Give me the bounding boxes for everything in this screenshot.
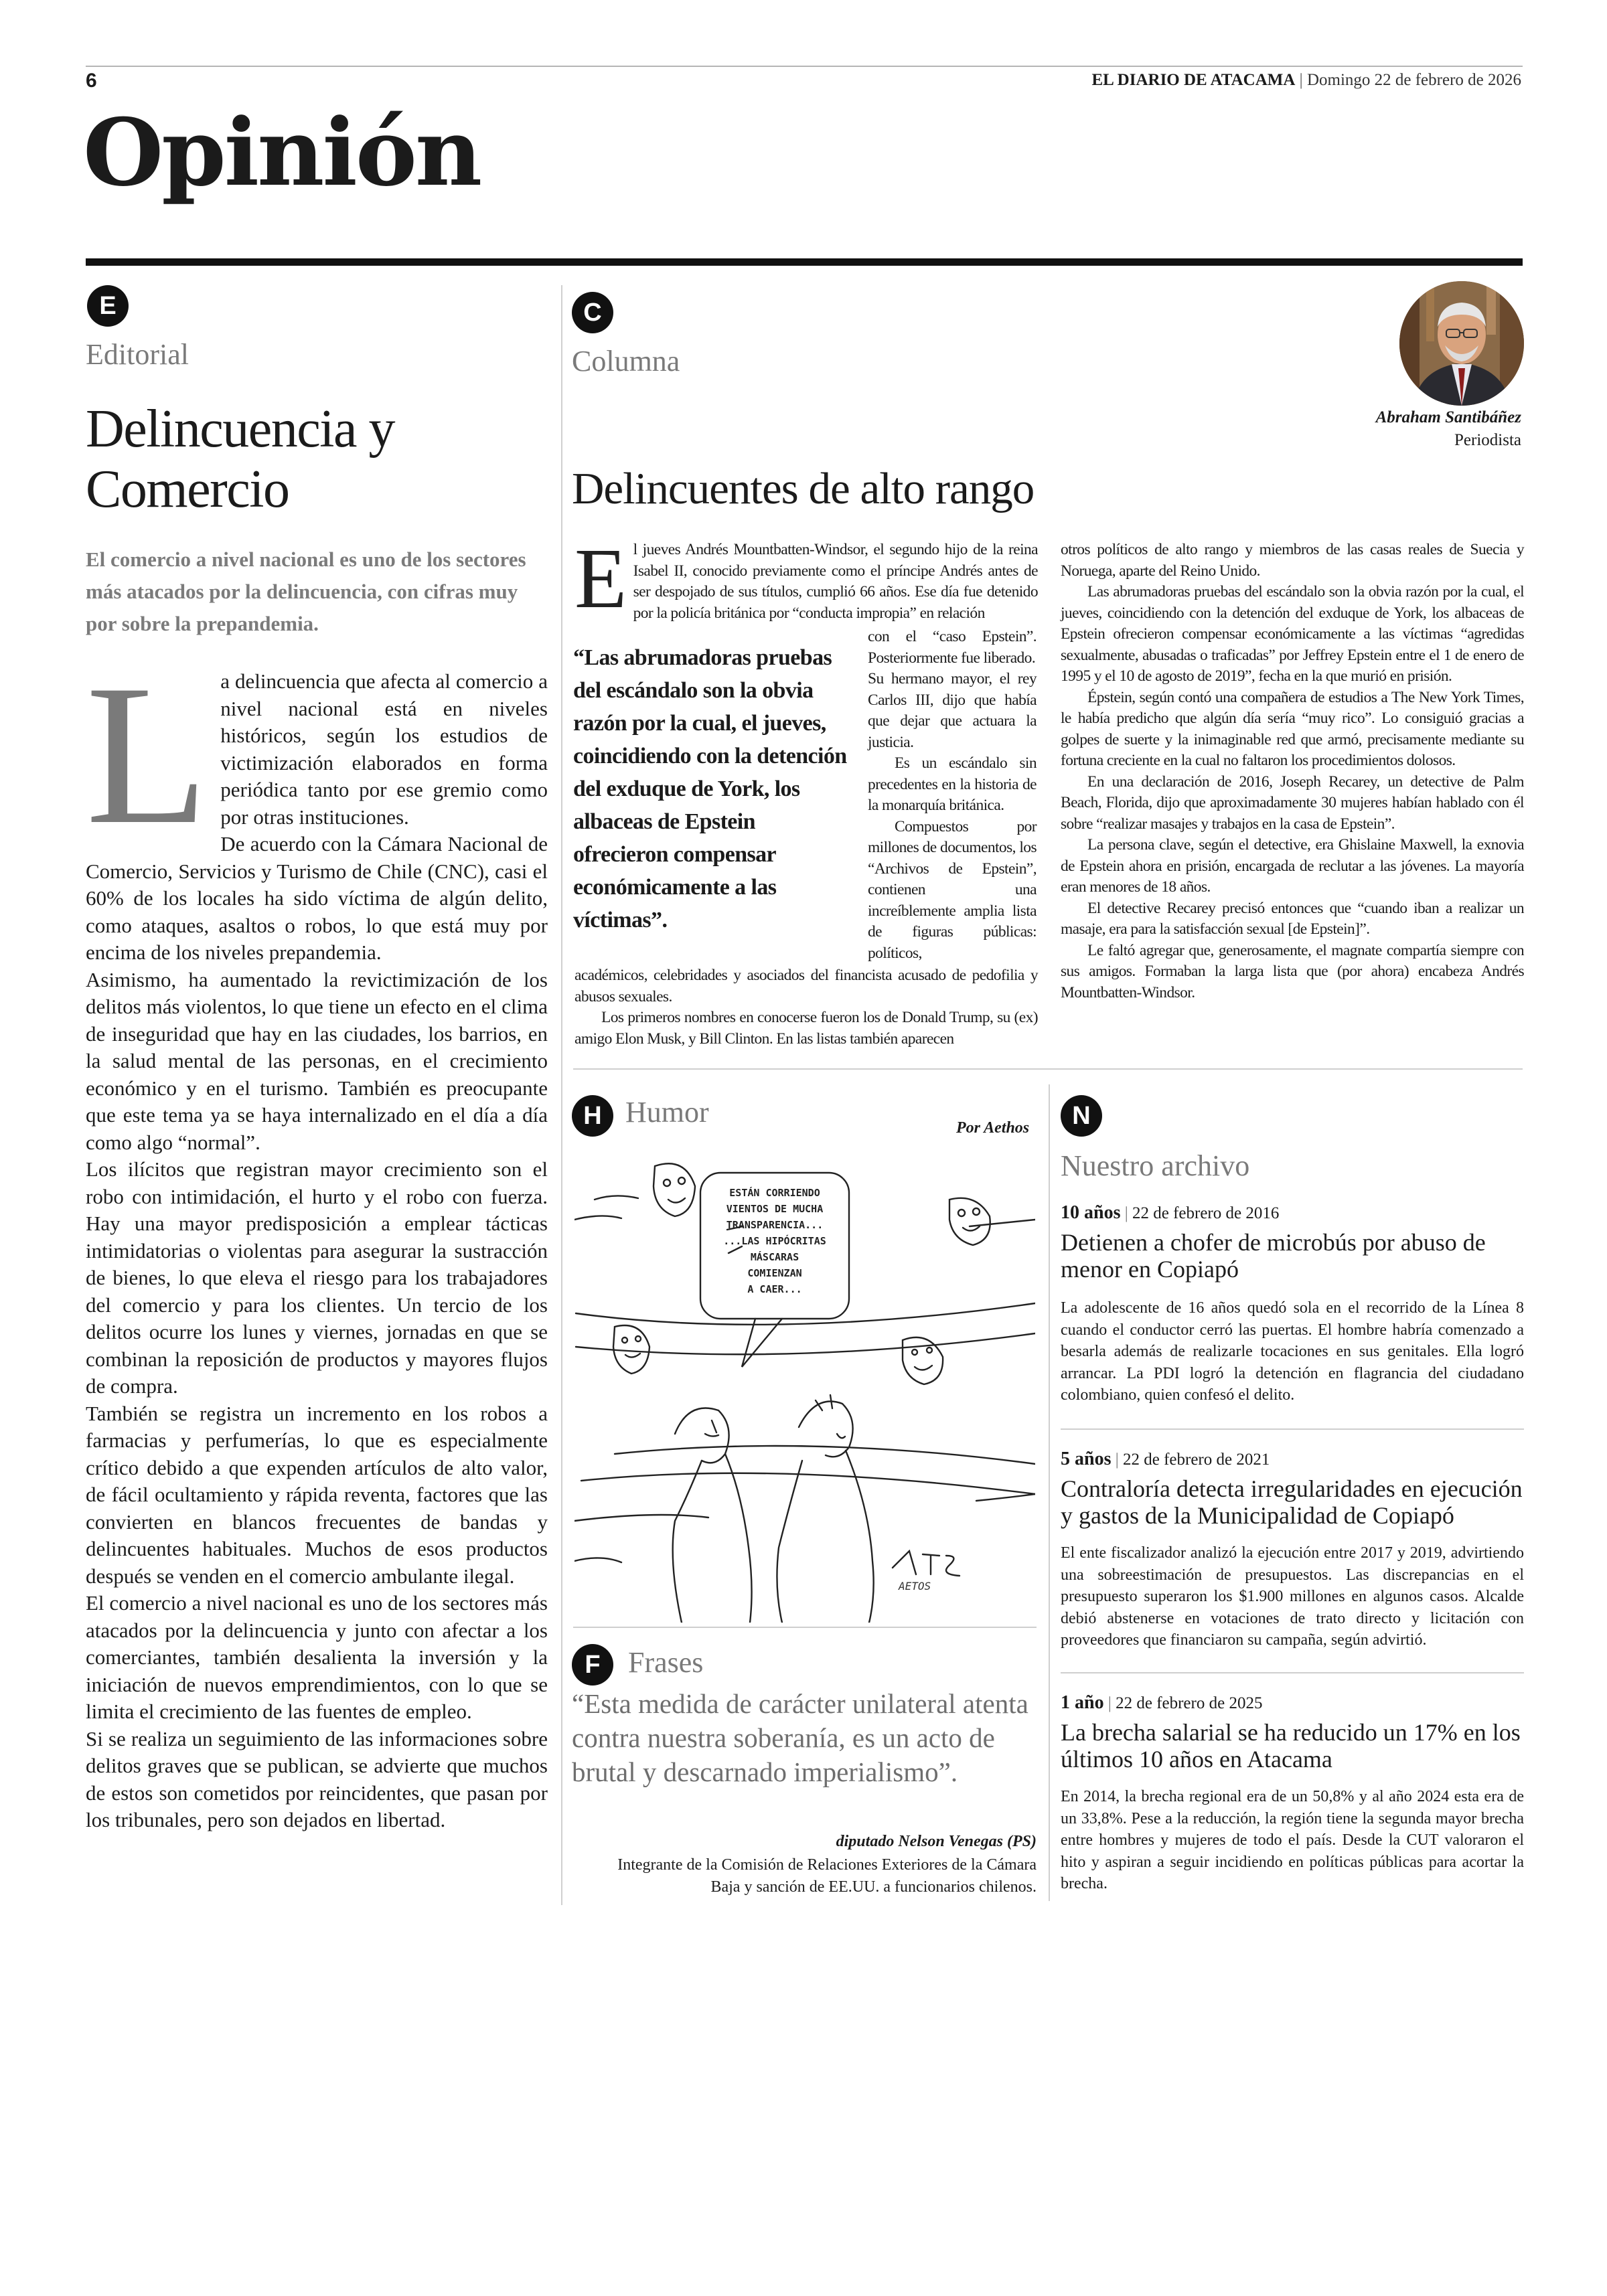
column-dropcap: E xyxy=(575,531,627,626)
column-paragraph: Las abrumadoras pruebas del escándalo son la obvia razón por la cual, el jueves, coincidiendo con la detención del exduque de York, los albaceas de Epstein ofrecieron compensar económicamente a las víctimas “agredidas sexualmente, abusadas o traficadas” por Jeffrey Epstein entre el 1 de enero de 1995 y el 10 de agosto de 2019”, fecha en la que murió en prisión. xyxy=(1061,583,1524,685)
humor-byline: Por Aethos xyxy=(956,1119,1030,1137)
cartoon-line: TRANSPARENCIA... xyxy=(726,1219,824,1231)
archive-item-date: 1 año | 22 de febrero de 2025 xyxy=(1061,1692,1263,1713)
column-side-text xyxy=(868,627,1037,964)
archive-rule xyxy=(1061,1672,1524,1673)
column-paragraph: Le faltó agregar que, generosamente, el magnate compartía siempre con sus amigos. Formaban la larga lista que (por ahora) encabeza Andrés Mountbatten-Windsor. xyxy=(1061,941,1524,1001)
editorial-dropcap: L xyxy=(86,643,209,866)
column-intro xyxy=(575,531,1038,626)
section-title: Opinión xyxy=(83,98,481,207)
column-paragraph: otros políticos de alto rango y miembros de las casas reales de Suecia y Noruega, aparte del Reino Unido. xyxy=(1061,541,1524,580)
archive-date: 22 de febrero de 2025 xyxy=(1116,1694,1263,1712)
archive-years: 1 año xyxy=(1061,1692,1104,1713)
humor-cartoon xyxy=(575,1146,1035,1623)
column-title: Delincuentes de alto rango xyxy=(572,464,1035,513)
frases-badge: F xyxy=(572,1644,613,1686)
humor-bottom-rule xyxy=(573,1627,1037,1628)
humor-label: Humor xyxy=(625,1096,709,1129)
humor-badge: H xyxy=(572,1095,613,1137)
archive-item-body: El ente fiscalizador analizó la ejecución entre 2017 y 2019, advirtiendo una sobreestimación de presupuestos. Las discrepancias en el presupuesto superaron los $1.900 millones en algunos casos. Alcalde debió abstenerse en votaciones de trato directo y licitación con proveedores que financiaron su campaña, según advirtió. xyxy=(1061,1544,1524,1649)
column-bottom-text xyxy=(575,965,1038,1050)
humor-archive-divider xyxy=(1049,1084,1050,1901)
column-divider xyxy=(561,285,562,1905)
section-heavy-rule xyxy=(86,258,1523,266)
masthead-dateline: EL DIARIO DE ATACAMA | Domingo 22 de febrero de 2026 xyxy=(1091,71,1521,89)
column-paragraph: Su hermano mayor, el rey Carlos III, dijo que había que dejar que actuara la justicia. xyxy=(868,670,1037,751)
column-pullquote: “Las abrumadoras pruebas del escándalo son la obvia razón por la cual, el jueves, coincidiendo con la detención del exduque de York, los albaceas de Epstein ofrecieron compensar económicamente a las víctimas”. xyxy=(573,645,847,932)
column-paragraph: con el “caso Epstein”. Posteriormente fue liberado. xyxy=(868,628,1037,667)
cartoon-line: ...LAS HIPÓCRITAS xyxy=(723,1235,826,1247)
archive-date: 22 de febrero de 2021 xyxy=(1122,1451,1270,1469)
editorial-badge: E xyxy=(87,285,129,327)
editorial-label: Editorial xyxy=(86,338,189,371)
column-paragraph: En una declaración de 2016, Joseph Recarey, un detective de Palm Beach, Florida, dijo que aproximadamente 30 mujeres habían hablado con él sobre “realizar masajes y trabajos en la casa de Epstein”. xyxy=(1061,772,1524,833)
archive-item-date: 5 años | 22 de febrero de 2021 xyxy=(1061,1449,1270,1469)
column-paragraph: Los primeros nombres en conocerse fueron los de Donald Trump, su (ex) amigo Elon Musk, y Bill Clinton. En las listas también aparecen xyxy=(575,1009,1038,1048)
cartoon-line: COMIENZAN xyxy=(747,1267,802,1279)
frases-label: Frases xyxy=(628,1646,704,1679)
cartoon-bubble-text xyxy=(700,1185,849,1297)
cartoon-line: ESTÁN CORRIENDO xyxy=(729,1187,820,1199)
cartoon-line: MÁSCARAS xyxy=(750,1251,799,1263)
column-paragraph: Compuestos por millones de documentos, los “Archivos de Epstein”, contienen una increíblemente amplia lista de figuras públicas: políticos, xyxy=(868,817,1037,962)
page-number: 6 xyxy=(86,70,97,92)
author-role: Periodista xyxy=(1454,431,1521,449)
column-paragraph: Es un escándalo sin precedentes en la historia de la monarquía británica. xyxy=(868,754,1037,814)
archivo-badge: N xyxy=(1061,1095,1102,1137)
archive-item-title: La brecha salarial se ha reducido un 17% en los últimos 10 años en Atacama xyxy=(1061,1719,1521,1773)
editorial-paragraph: a delincuencia que afecta al comercio a nivel nacional está en niveles históricos, según los estudios de victimización elaborados en forma periódica tanto por ese gremio como por otras instituciones. xyxy=(220,669,548,829)
author-photo xyxy=(1399,281,1524,406)
column-right-text xyxy=(1061,540,1524,1003)
archive-item-title: Contraloría detecta irregularidades en ejecución y gastos de la Municipalidad de Copiapó xyxy=(1061,1475,1523,1529)
archive-years: 10 años xyxy=(1061,1202,1121,1223)
cartoon-line: A CAER... xyxy=(747,1283,802,1295)
column-badge: C xyxy=(572,292,613,333)
archive-years: 5 años xyxy=(1061,1449,1112,1469)
column-paragraph: Épstein, según contó una compañera de estudios a The New York Times, le había predicho que algún día sería “muy rico”. Lo consiguió gracias a golpes de suerte y la inimaginable red que armó, precisamente mediante su fortuna creciente en la cual no faltaron los procedimientos dolosos. xyxy=(1061,688,1524,769)
editorial-body xyxy=(86,643,548,1834)
editorial-paragraph: De acuerdo con la Cámara Nacional de Comercio, Servicios y Turismo de Chile (CNC), casi el 60% de los locales ha sido víctima de algún delito, como ataques, asaltos o robos, lo que está muy por encima de los niveles prepandemia. xyxy=(86,832,548,964)
archive-rule xyxy=(1061,1428,1524,1430)
column-paragraph: El detective Recarey precisó entonces que “cuando iban a realizar un masaje, era para la satisfacción sexual [de Epstein]”. xyxy=(1061,899,1524,938)
editorial-lead: El comercio a nivel nacional es uno de los sectores más atacados por la delincuencia, con cifras muy por sobre la prepandemia. xyxy=(86,548,526,635)
archivo-label: Nuestro archivo xyxy=(1061,1149,1250,1182)
newspaper-name: EL DIARIO DE ATACAMA xyxy=(1091,71,1296,89)
editorial-title: Delincuencia y Comercio xyxy=(86,400,394,519)
column-intro-text: l jueves Andrés Mountbatten-Windsor, el segundo hijo de la reina Isabel II, conocido previamente como el príncipe Andrés antes de ser despojado de sus títulos, cumplió 66 años. Ese día fue detenido por la policía británica por “conducta impropia” en relación xyxy=(633,541,1038,622)
editorial-paragraph: También se registra un incremento en los robos a farmacias y perfumerías, lo que es especialmente crítico debido a que expenden artículos de alto valor, de fácil ocultamiento y rápida reventa, factores que las convierten en blancos frecuentes de bandas y delincuentes habituales. Muchos de esos productos después se venden en el comercio ambulante ilegal. xyxy=(86,1401,548,1588)
archive-item-date: 10 años | 22 de febrero de 2016 xyxy=(1061,1202,1280,1223)
archive-item-body: La adolescente de 16 años quedó sola en el recorrido de la Línea 8 cuando el conductor cerró las puertas. El hombre habría comenzado a besarla además de realizarle tocaciones en sus genitales. Ella logró arrancar. La PDI logró la detención en flagrancia del ciudadano colombiano, quien confesó el delito. xyxy=(1061,1299,1524,1404)
edition-date: Domingo 22 de febrero de 2026 xyxy=(1306,71,1521,89)
frases-attribution: diputado Nelson Venegas (PS) xyxy=(836,1833,1037,1850)
editorial-paragraph: Los ilícitos que registran mayor crecimiento son el robo con intimidación, el hurto y el robo con fuerza. Hay una mayor predisposición a emplear tácticas intimidatorias o violentas para asegurar la sustracción de bienes, lo que eleva el riesgo para los trabajadores del comercio y para los clientes. Un tercio de los delitos ocurre los lunes y viernes, jornadas en que se combinan la reposición de productos y mayores flujos de compra. xyxy=(86,1157,548,1398)
top-rule xyxy=(86,66,1523,67)
editorial-paragraph: El comercio a nivel nacional es uno de los sectores más atacados por la delincuencia y junto con afectar a los comerciantes, también desalienta la inversión y la iniciación de nuevos emprendimientos, con lo que se limita el crecimiento de las fuentes de empleo. xyxy=(86,1591,548,1723)
column-bottom-rule xyxy=(573,1068,1523,1070)
cartoon-line: VIENTOS DE MUCHA xyxy=(726,1203,824,1215)
column-paragraph: La persona clave, según el detective, era Ghislaine Maxwell, la exnovia de Epstein ahora en prisión, encargada de reclutar a las jóvenes. La mayoría eran menores de 18 años. xyxy=(1061,836,1524,896)
archive-item-title: Detienen a chofer de microbús por abuso de menor en Copiapó xyxy=(1061,1229,1486,1283)
editorial-paragraph: Asimismo, ha aumentado la revictimización de los delitos más violentos, lo que tiene un efecto en el clima de inseguridad que hay en las ciudades, los barrios, en la salud mental de las personas, en el crecimiento económico y en el turismo. También es preocupante que este tema ya se haya internalizado en el día a día como algo “normal”. xyxy=(86,967,548,1154)
cartoon-signature: AETOS xyxy=(899,1580,931,1592)
frases-quote: “Esta medida de carácter unilateral atenta contra nuestra soberanía, es un acto de brutal y descarnado imperialismo”. xyxy=(572,1688,1028,1787)
editorial-paragraph: Si se realiza un seguimiento de las informaciones sobre delitos graves que se publican, se advierte que muchos de estos son cometidos por reincidentes, que pasan por los tribunales, pero son dejados en libertad. xyxy=(86,1726,548,1831)
author-name: Abraham Santibáñez xyxy=(1375,408,1521,426)
archive-item-body: En 2014, la brecha regional era de un 50,8% y al año 2024 esta era de un 33,8%. Pese a la reducción, la región tiene la segunda mayor brecha entre hombres y mujeres de todo el país. Desde la CUT valoraron el hito y aspiran a seguir incidiendo en políticas públicas para acortar la brecha. xyxy=(1061,1788,1524,1892)
column-paragraph: académicos, celebridades y asociados del financista acusado de pedofilia y abusos sexuales. xyxy=(575,967,1038,1005)
column-label: Columna xyxy=(572,345,680,378)
frases-context: Integrante de la Comisión de Relaciones Exteriores de la Cámara Baja y sanción de EE.UU. a funcionarios chilenos. xyxy=(617,1856,1037,1896)
archive-date: 22 de febrero de 2016 xyxy=(1132,1204,1280,1222)
